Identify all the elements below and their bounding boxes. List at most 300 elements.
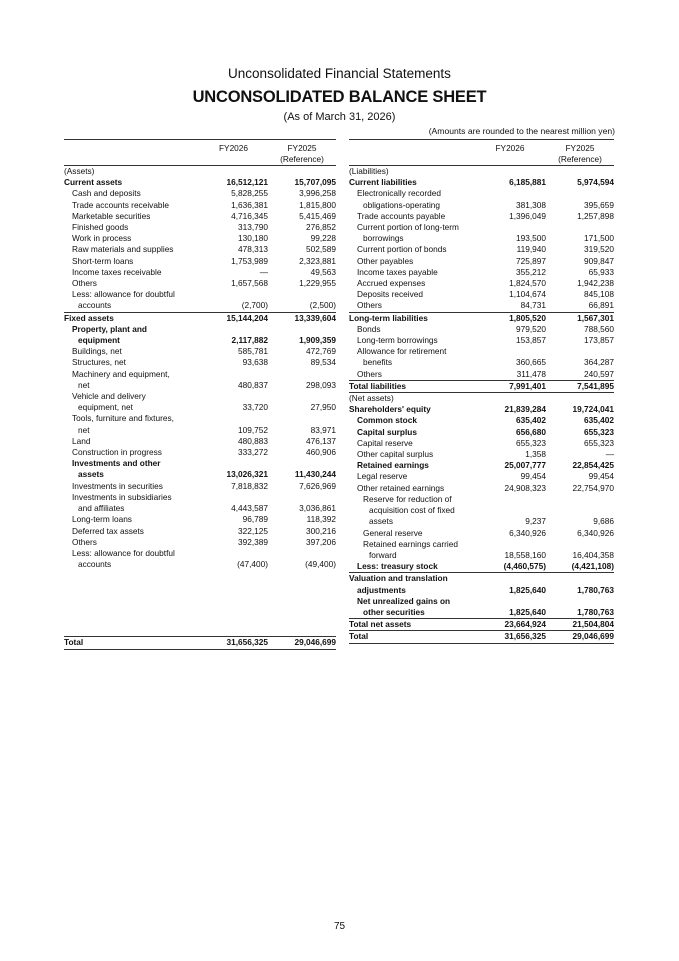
row-label: accounts (78, 559, 112, 570)
table-row (349, 312, 614, 324)
fy2025-value: 2,323,881 (299, 255, 336, 266)
fy2026-value: 656,680 (516, 426, 546, 437)
table-row (349, 267, 614, 278)
row-label: Current assets (64, 177, 123, 188)
table-row (64, 256, 336, 267)
fy2026-value (199, 369, 268, 380)
fy2026-value: 130,180 (238, 233, 268, 244)
row-label: Raw materials and supplies (72, 244, 174, 255)
total-fy2026: 31,656,325 (199, 637, 268, 649)
fy2026-value (199, 289, 268, 300)
row-label: Finished goods (72, 222, 129, 233)
fy2025-value (546, 494, 614, 505)
fy2025-value: 395,659 (584, 199, 614, 210)
fy2025-value: 7,541,895 (546, 380, 614, 392)
table-row (349, 256, 614, 267)
table-row (64, 436, 336, 447)
fy2026-value: 1,805,520 (509, 312, 546, 323)
row-label: Long-term borrowings (357, 335, 438, 346)
fy2026-value (474, 393, 546, 405)
fy2026-value: 84,731 (474, 300, 546, 312)
row-label: benefits (363, 357, 393, 368)
table-row (64, 492, 336, 503)
row-label: Other capital surplus (357, 449, 434, 460)
table-row (349, 357, 614, 368)
row-label: Total liabilities (349, 380, 474, 392)
fy2026-value: 355,212 (516, 266, 546, 277)
table-row (64, 267, 336, 278)
fy2026-value (199, 548, 268, 559)
fy2026-value: 23,664,924 (504, 619, 546, 630)
fy2025-value: 655,323 (584, 437, 614, 448)
fy2026-value: 119,940 (516, 244, 546, 255)
fy2026-value (199, 324, 268, 335)
fy2026-value: 2,117,882 (231, 335, 268, 346)
fy2025-value: 118,392 (306, 514, 336, 525)
fy2025-value: 11,430,244 (294, 469, 336, 480)
table-row (349, 369, 614, 381)
section-heading: Unconsolidated Financial Statements (228, 66, 451, 81)
table-row (64, 369, 336, 380)
row-label: Tools, furniture and fixtures, (72, 413, 174, 424)
row-label: Vehicle and delivery (72, 391, 146, 402)
fy2025-value: 1,780,763 (577, 584, 614, 595)
fy2025-value: 1,909,359 (299, 335, 336, 346)
fy2025-value: 364,287 (584, 357, 614, 368)
table-row (349, 449, 614, 460)
fy2025-value: 22,854,425 (572, 460, 614, 471)
fy2025-value: 1,942,238 (577, 278, 614, 289)
row-label: Electronically recorded (357, 188, 441, 199)
table-row (64, 289, 336, 300)
assets-rows (64, 166, 336, 637)
fy2025-value: 3,036,861 (299, 503, 336, 514)
fy2026-value: 4,716,345 (231, 210, 268, 221)
fy2026-value (474, 494, 546, 505)
table-row (349, 483, 614, 494)
row-label: Trade accounts receivable (72, 199, 170, 210)
fy2025-value: 21,504,804 (572, 619, 614, 630)
row-label: Legal reserve (357, 471, 408, 482)
row-label: Net unrealized gains on (357, 595, 451, 606)
fy2025-value: 65,933 (588, 266, 614, 277)
fy2025-value (268, 324, 336, 335)
row-label: General reserve (363, 527, 423, 538)
fy2025-value: 300,216 (306, 525, 336, 536)
fy2025-value (546, 222, 614, 233)
row-label: Common stock (357, 415, 417, 426)
fy2025-value: 6,340,926 (577, 527, 614, 538)
row-label: Capital surplus (357, 426, 417, 437)
fy2026-value: 1,825,640 (509, 584, 546, 595)
row-label: assets (78, 469, 104, 480)
fy2025-value: 16,404,358 (572, 549, 614, 560)
row-label: (Liabilities) (349, 166, 389, 176)
row-label: Income taxes receivable (72, 266, 162, 277)
row-label: Others (349, 300, 474, 312)
unit-note: (Amounts are rounded to the nearest million yen) (428, 126, 615, 136)
fy2026-value (474, 539, 546, 550)
fy2025-value: 655,323 (584, 426, 614, 437)
fy2025-value: 5,415,469 (299, 210, 336, 221)
row-label: Long-term liabilities (349, 312, 428, 323)
fy2026-value: 7,818,832 (231, 480, 268, 491)
row-label: forward (369, 549, 397, 560)
row-label: acquisition cost of fixed (369, 505, 455, 516)
row-label: Short-term loans (72, 255, 134, 266)
table-row (64, 211, 336, 222)
table-row (349, 404, 614, 415)
fy2026-value (474, 166, 546, 178)
total-fy2025: 29,046,699 (268, 637, 336, 649)
row-label: Investments in subsidiaries (72, 491, 172, 502)
table-row (349, 188, 614, 199)
fy2025-value: — (605, 449, 614, 460)
fy2025-value: 89,534 (310, 357, 336, 368)
fy2025-value: 173,857 (584, 335, 614, 346)
table-row (64, 559, 336, 570)
fy2026-value (199, 492, 268, 503)
fy2025-value: 19,724,041 (572, 404, 614, 415)
fy2026-value: 1,824,570 (509, 278, 546, 289)
table-row (349, 505, 614, 516)
row-label: Others (349, 369, 474, 381)
table-row (349, 438, 614, 449)
fy2026-value (474, 573, 546, 585)
row-label: other securities (349, 607, 474, 619)
row-label: Trade accounts payable (357, 210, 446, 221)
header-blank (349, 140, 474, 166)
fy2025-value: 5,974,594 (577, 177, 614, 188)
fy2026-value (474, 346, 546, 357)
fy2025-header: FY2025 (Reference) (280, 143, 324, 164)
table-row (64, 481, 336, 492)
row-label: Deferred tax assets (72, 525, 144, 536)
spacer-row (64, 570, 336, 637)
fy2025-value (268, 492, 336, 503)
fy2025-value: 397,206 (306, 536, 336, 547)
table-row (349, 222, 614, 233)
row-label: Fixed assets (64, 312, 114, 323)
row-label: (Assets) (64, 166, 95, 176)
fy2026-value: 725,897 (516, 255, 546, 266)
fy2026-header: FY2026 (495, 143, 525, 153)
fy2025-value: 1,815,800 (299, 199, 336, 210)
row-label: Reserve for reduction of (363, 493, 452, 504)
fy2025-value: 1,257,898 (577, 210, 614, 221)
fy2025-value: 99,228 (310, 233, 336, 244)
row-label: Structures, net (72, 357, 126, 368)
table-row (64, 503, 336, 514)
table-row (64, 458, 336, 469)
fy2026-value: 99,454 (520, 471, 546, 482)
table-row (64, 244, 336, 255)
fy2026-value: 333,272 (238, 447, 268, 458)
fy2025-value (546, 573, 614, 585)
table-row (64, 177, 336, 188)
row-label: Property, plant and (72, 323, 147, 334)
fy2026-value: 109,752 (238, 424, 268, 435)
row-label: equipment, net (78, 402, 133, 413)
total-label: Total (64, 637, 199, 649)
fy2026-value: 7,991,401 (474, 380, 546, 392)
fy2026-value: 5,828,255 (231, 188, 268, 199)
fy2026-value: 635,402 (516, 415, 546, 426)
fy2026-value: 979,520 (516, 323, 546, 334)
row-label: Capital reserve (357, 437, 413, 448)
row-label: Deposits received (357, 289, 423, 300)
row-label: Allowance for retirement (357, 346, 447, 357)
fy2025-value: (2,500) (268, 300, 336, 312)
table-row (349, 460, 614, 471)
fy2026-value: 4,443,587 (231, 503, 268, 514)
fy2026-value: 9,237 (525, 516, 546, 527)
fy2026-value: (2,700) (199, 300, 268, 312)
fy2026-value: 21,839,284 (504, 404, 546, 415)
fy2026-value: 480,883 (238, 435, 268, 446)
row-label: Current portion of bonds (357, 244, 447, 255)
row-label: net (78, 379, 90, 390)
table-row (64, 537, 336, 548)
fy2026-value: — (259, 266, 268, 277)
fy2026-value: 311,478 (474, 369, 546, 381)
fy2026-value: 24,908,323 (504, 482, 546, 493)
table-row (349, 550, 614, 561)
fy2025-value: 66,891 (546, 300, 614, 312)
fy2026-value (474, 596, 546, 607)
table-row (349, 346, 614, 357)
row-label: Income taxes payable (357, 266, 438, 277)
fy2025-value: 240,597 (546, 369, 614, 381)
fy2025-value: 1,567,301 (577, 312, 614, 323)
fy2025-value (268, 289, 336, 300)
row-label: Bonds (357, 323, 381, 334)
table-row (349, 166, 614, 178)
fy2025-value: 9,686 (593, 516, 614, 527)
fy2026-value: 96,789 (242, 514, 268, 525)
row-label: Less: allowance for doubtful (72, 547, 175, 558)
fy2026-value: 480,837 (238, 379, 268, 390)
table-row (64, 357, 336, 368)
row-label: borrowings (363, 233, 404, 244)
row-label: and affiliates (78, 503, 125, 514)
table-row (349, 415, 614, 426)
row-label: Shareholders' equity (349, 404, 431, 415)
fy2026-value: 16,512,121 (226, 177, 268, 188)
total-fy2026: 31,656,325 (474, 631, 546, 643)
fy2025-value (546, 346, 614, 357)
table-row (64, 200, 336, 211)
row-label: Less: treasury stock (349, 561, 474, 573)
fy2025-value: 319,520 (584, 244, 614, 255)
fy2025-value (268, 458, 336, 469)
row-label: Current liabilities (349, 177, 417, 188)
fy2026-value: 193,500 (516, 233, 546, 244)
table-row (64, 233, 336, 244)
fy2025-value: 460,906 (306, 447, 336, 458)
assets-total-row (64, 637, 336, 649)
fy2026-value: 1,753,989 (231, 255, 268, 266)
table-row (349, 200, 614, 211)
fy2026-value (474, 188, 546, 199)
fy2026-value: 18,558,160 (504, 549, 546, 560)
liabilities-table-header (349, 140, 614, 166)
table-row (349, 335, 614, 346)
fy2026-header: FY2026 (218, 143, 249, 153)
header-blank (64, 140, 199, 166)
row-label: Work in process (72, 233, 132, 244)
row-label: obligations-operating (363, 199, 441, 210)
table-row (64, 514, 336, 525)
row-label: Investments and other (72, 458, 161, 469)
fy2025-value (268, 369, 336, 380)
fy2026-value: 1,657,568 (231, 278, 268, 289)
fy2025-value (268, 166, 336, 178)
fy2026-value: (4,460,575) (474, 561, 546, 573)
row-label: Machinery and equipment, (72, 368, 170, 379)
table-row (349, 596, 614, 607)
fy2026-value (199, 391, 268, 402)
total-fy2025: 29,046,699 (546, 631, 614, 643)
row-label: Accrued expenses (357, 278, 426, 289)
table-row (349, 539, 614, 550)
fy2026-value (199, 413, 268, 424)
fy2025-value: 7,626,969 (299, 480, 336, 491)
fy2025-value (546, 539, 614, 550)
row-label: assets (369, 516, 393, 527)
fy2026-value: 585,781 (238, 346, 268, 357)
fy2026-value: 478,313 (238, 244, 268, 255)
table-row (64, 526, 336, 537)
fy2025-value: 3,996,258 (299, 188, 336, 199)
table-row (349, 471, 614, 482)
table-row (349, 427, 614, 438)
row-label: Retained earnings carried (363, 538, 459, 549)
fy2026-value: 313,790 (238, 222, 268, 233)
fy2025-value (268, 413, 336, 424)
table-row (64, 413, 336, 424)
fy2025-value: 476,137 (306, 435, 336, 446)
fy2025-value (546, 166, 614, 178)
row-label: Other payables (357, 255, 414, 266)
fy2025-value: (4,421,108) (546, 561, 614, 573)
fy2025-value: 845,108 (584, 289, 614, 300)
table-row (64, 324, 336, 335)
row-label: Long-term loans (72, 514, 132, 525)
table-row (64, 548, 336, 559)
fy2026-value (474, 222, 546, 233)
table-row (64, 425, 336, 436)
row-label: adjustments (357, 584, 406, 595)
assets-table (64, 139, 336, 650)
assets-table-header (64, 140, 336, 166)
fy2025-value: 27,950 (310, 402, 336, 413)
fy2025-value: 909,847 (584, 255, 614, 266)
table-row (349, 289, 614, 300)
fy2025-value: 1,780,763 (546, 607, 614, 619)
fy2025-value: 171,500 (584, 233, 614, 244)
table-row (64, 380, 336, 391)
row-label: Less: allowance for doubtful (72, 289, 175, 300)
fy2026-value: 392,389 (238, 536, 268, 547)
fy2025-value: 15,707,095 (294, 177, 336, 188)
fy2026-value (199, 166, 268, 178)
fy2025-value: 49,563 (310, 266, 336, 277)
table-row (349, 494, 614, 505)
table-row (349, 528, 614, 539)
row-label: Land (72, 435, 91, 446)
fy2025-value (546, 596, 614, 607)
fy2026-value: 1,396,049 (509, 210, 546, 221)
fy2025-value: 1,229,955 (299, 278, 336, 289)
fy2026-value: 25,007,777 (504, 460, 546, 471)
page-title: UNCONSOLIDATED BALANCE SHEET (192, 88, 487, 106)
fy2026-value: 360,665 (516, 357, 546, 368)
fy2026-value: 1,825,640 (474, 607, 546, 619)
fy2026-value: 93,638 (242, 357, 268, 368)
table-row (349, 585, 614, 596)
liabilities-table (349, 139, 614, 644)
table-row (349, 324, 614, 335)
table-row (349, 619, 614, 631)
row-label: (Net assets) (349, 393, 394, 404)
row-label: net (78, 424, 90, 435)
fy2025-value (546, 505, 614, 516)
fy2025-value (546, 393, 614, 405)
fy2025-value: 788,560 (584, 323, 614, 334)
table-row (64, 312, 336, 324)
table-row (64, 402, 336, 413)
fy2025-value (546, 188, 614, 199)
table-row (349, 561, 614, 573)
table-row (349, 516, 614, 527)
fy2025-value: 83,971 (310, 424, 336, 435)
row-label: equipment (78, 335, 120, 346)
table-row (349, 300, 614, 312)
fy2025-value: (49,400) (305, 559, 336, 570)
fy2025-value: 298,093 (306, 379, 336, 390)
as-of-date: (As of March 31, 2026) (283, 111, 396, 123)
row-label: Investments in securities (72, 480, 163, 491)
fy2025-value: 99,454 (588, 471, 614, 482)
table-row (64, 222, 336, 233)
table-row (64, 346, 336, 357)
liabilities-rows (349, 166, 614, 631)
fy2026-value: 1,358 (525, 449, 546, 460)
fy2026-value: 153,857 (516, 335, 546, 346)
table-row (349, 393, 614, 405)
fy2025-value: 13,339,604 (294, 312, 336, 323)
row-label: Total net assets (349, 619, 412, 630)
fy2025-value: 22,754,970 (572, 482, 614, 493)
fy2026-value: 13,026,321 (226, 469, 268, 480)
row-label: Cash and deposits (72, 188, 141, 199)
fy2026-value: 1,636,381 (231, 199, 268, 210)
fy2026-value: 6,340,926 (509, 527, 546, 538)
fy2026-value: 1,104,674 (509, 289, 546, 300)
fy2025-value (268, 548, 336, 559)
total-label: Total (349, 631, 474, 643)
fy2026-value: 322,125 (238, 525, 268, 536)
row-label: Retained earnings (357, 460, 429, 471)
fy2025-value: 502,589 (306, 244, 336, 255)
table-row (349, 244, 614, 255)
row-label: Current portion of long-term (357, 222, 459, 233)
table-row (64, 300, 336, 312)
table-row (64, 278, 336, 289)
row-label: Valuation and translation (349, 573, 448, 584)
table-row (64, 447, 336, 458)
